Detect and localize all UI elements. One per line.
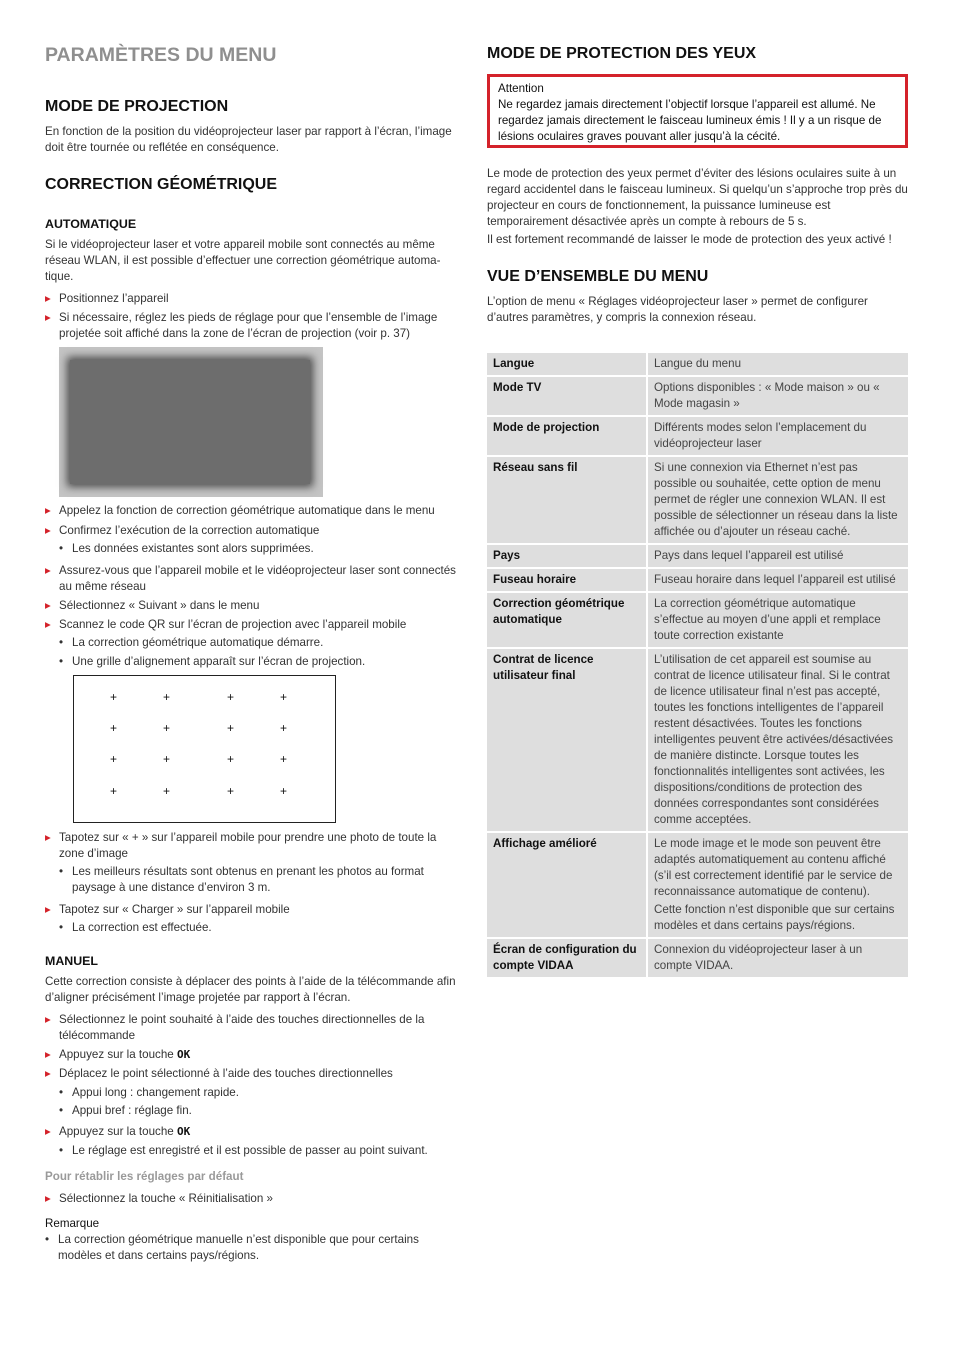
ok-key-label: OK	[176, 1048, 191, 1061]
table-row	[487, 417, 908, 455]
table-cell-setting: Pays	[487, 545, 648, 567]
description-text: La correction géométrique automatique s’effectue au moyen d’une appli et remplace toute correction existante	[654, 597, 881, 642]
step-item: ▶ Si nécessaire, réglez les pieds de réglage pour que l’ensemble de l’image projetée soit affiché dans la zone de l’écran de projection (voir p. 37)	[45, 310, 464, 342]
note-heading: Remarque	[45, 1217, 100, 1230]
grid-cross-mark: +	[110, 721, 118, 735]
eye-protection-text: Le mode de protection des yeux permet d’éviter des lésions oculaires suite à un regard accidentel dans le faisceau lumineux. Si quelqu’un s’approche trop près du projecteur en cours de fonctionnement, la puissance lumineuse est temporairement désactivée après un compte à rebours de 5 s.	[487, 167, 908, 228]
table-cell-description	[648, 545, 908, 567]
table-cell-description	[648, 417, 908, 455]
page-title: PARAMÈTRES DU MENU	[45, 44, 277, 66]
table-cell-setting: Contrat de licence utilisateur final	[487, 649, 648, 831]
step-item: ▶ Sélectionnez la touche « Réinitialisation »	[45, 1191, 464, 1207]
step-item: ▶ Tapotez sur « Charger » sur l’appareil mobile	[45, 902, 464, 918]
table-row	[487, 377, 908, 415]
table-cell-description	[648, 649, 908, 831]
table-row	[487, 545, 908, 567]
warning-title: Attention	[498, 82, 544, 95]
step-item: ▶ Confirmez l’exécution de la correction automatique	[45, 523, 464, 539]
table-cell-description	[648, 593, 908, 647]
step-item: ▶ Tapotez sur « + » sur l’appareil mobile pour prendre une photo de toute la zone d’image	[45, 830, 464, 862]
description-text: Pays dans lequel l’appareil est utilisé	[654, 549, 844, 562]
warning-box	[487, 74, 908, 148]
table-cell-description	[648, 939, 908, 977]
table-cell-setting: Mode TV	[487, 377, 648, 415]
step-item: ▶ Scannez le code QR sur l’écran de projection avec l’appareil mobile	[45, 617, 464, 633]
step-text: Appuyez sur la touche	[59, 1048, 174, 1061]
projection-mode-heading: MODE DE PROJECTION	[45, 98, 229, 115]
result-item: • Appui long : changement rapide.	[59, 1085, 462, 1101]
grid-cross-mark: +	[110, 690, 118, 704]
description-text: L’utilisation de cet appareil est soumise au contrat de licence utilisateur final. Si le contrat de licence utilisateur final n’est pas accepté, toutes les fonctions intelligentes de l’appareil restent désactivées. Toutes les fonctions intelligentes peuvent être activées/désactivées de manière distincte. Lorsque toutes les fonctionnalités intelligentes sont activées, les dispositions/conditions de protection des données correspondantes sont considérées comme acceptées.	[654, 653, 894, 826]
description-text: Différents modes selon l’emplacement du vidéoprojecteur laser	[654, 421, 867, 450]
description-text: Si une connexion via Ethernet n’est pas possible ou souhaitée, cette option de menu permet de régler une connexion WLAN. Il est possible de sélectionner un réseau dans la liste affichée ou d’ajouter un réseau caché.	[654, 461, 898, 538]
table-row	[487, 593, 908, 647]
grid-cross-mark: +	[227, 690, 235, 704]
grid-cross-mark: +	[227, 721, 235, 735]
description-text: Options disponibles : « Mode maison » ou « Mode magasin »	[654, 381, 880, 410]
table-row	[487, 569, 908, 591]
step-item: ▶ Positionnez l’appareil	[45, 291, 464, 307]
table-cell-description	[648, 353, 908, 375]
menu-overview-text: L’option de menu « Réglages vidéoprojecteur laser » permet de configurer d’autres paramètres, y compris la connexion réseau.	[487, 295, 868, 324]
step-item: ▶ Sélectionnez « Suivant » dans le menu	[45, 598, 464, 614]
grid-cross-mark: +	[280, 721, 288, 735]
table-cell-setting: Mode de projection	[487, 417, 648, 455]
grid-cross-mark: +	[227, 784, 235, 798]
table-cell-description	[648, 377, 908, 415]
table-cell-setting: Écran de configuration du compte VIDAA	[487, 939, 648, 977]
automatic-text: Si le vidéoprojecteur laser et votre appareil mobile sont connectés au même réseau WLAN, il est possible d’effectuer une correction géométrique automatique.	[45, 238, 441, 283]
step-item: ▶ Déplacez le point sélectionné à l’aide des touches directionnelles	[45, 1066, 464, 1082]
grid-cross-mark: +	[110, 752, 118, 766]
grid-cross-mark: +	[227, 752, 235, 766]
table-cell-description	[648, 833, 908, 937]
table-cell-setting: Réseau sans fil	[487, 457, 648, 543]
table-cell-setting: Fuseau horaire	[487, 569, 648, 591]
result-item: • Les meilleurs résultats sont obtenus en prenant les photos au format paysage à une distance d’environ 3 m.	[59, 864, 462, 896]
grid-cross-mark: +	[163, 721, 171, 735]
eye-protection-heading: MODE DE PROTECTION DES YEUX	[487, 45, 757, 62]
manual-text: Cette correction consiste à déplacer des points à l’aide de la télécommande afin d’aligner précisément l’image projetée par rapport à l’écran.	[45, 975, 456, 1004]
grid-cross-mark: +	[163, 752, 171, 766]
grid-cross-mark: +	[280, 752, 288, 766]
grid-cross-mark: +	[280, 690, 288, 704]
eye-protection-recommendation: Il est fortement recommandé de laisser le mode de protection des yeux activé !	[487, 233, 892, 246]
table-cell-setting: Langue	[487, 353, 648, 375]
table-row	[487, 833, 908, 937]
projection-screen-image	[59, 347, 323, 497]
table-row	[487, 649, 908, 831]
step-item	[45, 1124, 464, 1140]
step-item: ▶ Appelez la fonction de correction géométrique automatique dans le menu	[45, 503, 464, 519]
table-row	[487, 457, 908, 543]
result-item: • Les données existantes sont alors supprimées.	[59, 541, 462, 557]
projected-image-area	[70, 360, 310, 484]
description-text: Connexion du vidéoprojecteur laser à un compte VIDAA.	[654, 943, 863, 972]
grid-cross-mark: +	[110, 784, 118, 798]
table-cell-setting: Affichage amélioré	[487, 833, 648, 937]
alignment-grid	[73, 675, 336, 823]
grid-cross-mark: +	[280, 784, 288, 798]
grid-cross-mark: +	[163, 784, 171, 798]
table-cell-setting: Correction géométrique automatique	[487, 593, 648, 647]
table-row	[487, 939, 908, 977]
table-cell-description	[648, 457, 908, 543]
reset-heading: Pour rétablir les réglages par défaut	[45, 1170, 244, 1183]
description-text: Langue du menu	[654, 357, 742, 370]
description-text: Fuseau horaire dans lequel l’appareil est utilisé	[654, 573, 896, 586]
step-item	[45, 1047, 464, 1063]
menu-overview-heading: VUE D’ENSEMBLE DU MENU	[487, 268, 709, 285]
ok-key-label: OK	[176, 1125, 191, 1138]
grid-cross-mark: +	[163, 690, 171, 704]
warning-text: Ne regardez jamais directement l’objectif lorsque l’appareil est allumé. Ne regardez jamais directement le faisceau lumineux émis ! Il y a un risque de lésions oculaires graves pouvant aller jusqu’à la cécité.	[498, 98, 882, 143]
result-item: • Le réglage est enregistré et il est possible de passer au point suivant.	[59, 1143, 462, 1159]
geometric-correction-heading: CORRECTION GÉOMÉTRIQUE	[45, 176, 278, 193]
step-item: ▶ Sélectionnez le point souhaité à l’aide des touches directionnelles de la télécommande	[45, 1012, 464, 1044]
result-item: • Une grille d’alignement apparaît sur l’écran de projection.	[59, 654, 462, 670]
result-item: • La correction est effectuée.	[59, 920, 462, 936]
table-cell-description	[648, 569, 908, 591]
note-item: • La correction géométrique manuelle n’est disponible que pour certains modèles et dans certains pays/régions.	[45, 1232, 458, 1264]
step-item: ▶ Assurez-vous que l’appareil mobile et le vidéoprojecteur laser sont connectés au même réseau	[45, 563, 464, 595]
result-item: • La correction géométrique automatique démarre.	[59, 635, 462, 651]
projection-mode-text: En fonction de la position du vidéoprojecteur laser par rapport à l’écran, l’image doit être tournée ou reflétée en conséquence.	[45, 125, 452, 154]
manual-heading: MANUEL	[45, 954, 98, 968]
menu-overview-table	[487, 351, 908, 979]
automatic-heading: AUTOMATIQUE	[45, 217, 137, 231]
table-row	[487, 353, 908, 375]
result-item: • Appui bref : réglage fin.	[59, 1103, 462, 1119]
step-text: Appuyez sur la touche	[59, 1125, 174, 1138]
description-text: Cette fonction n’est disponible que sur certains modèles et dans certains pays/régions.	[654, 903, 895, 932]
description-text: Le mode image et le mode son peuvent être adaptés automatiquement au contenu affiché (s’il est correctement identifié par le service de reconnaissance automatique de contenu).	[654, 837, 893, 898]
